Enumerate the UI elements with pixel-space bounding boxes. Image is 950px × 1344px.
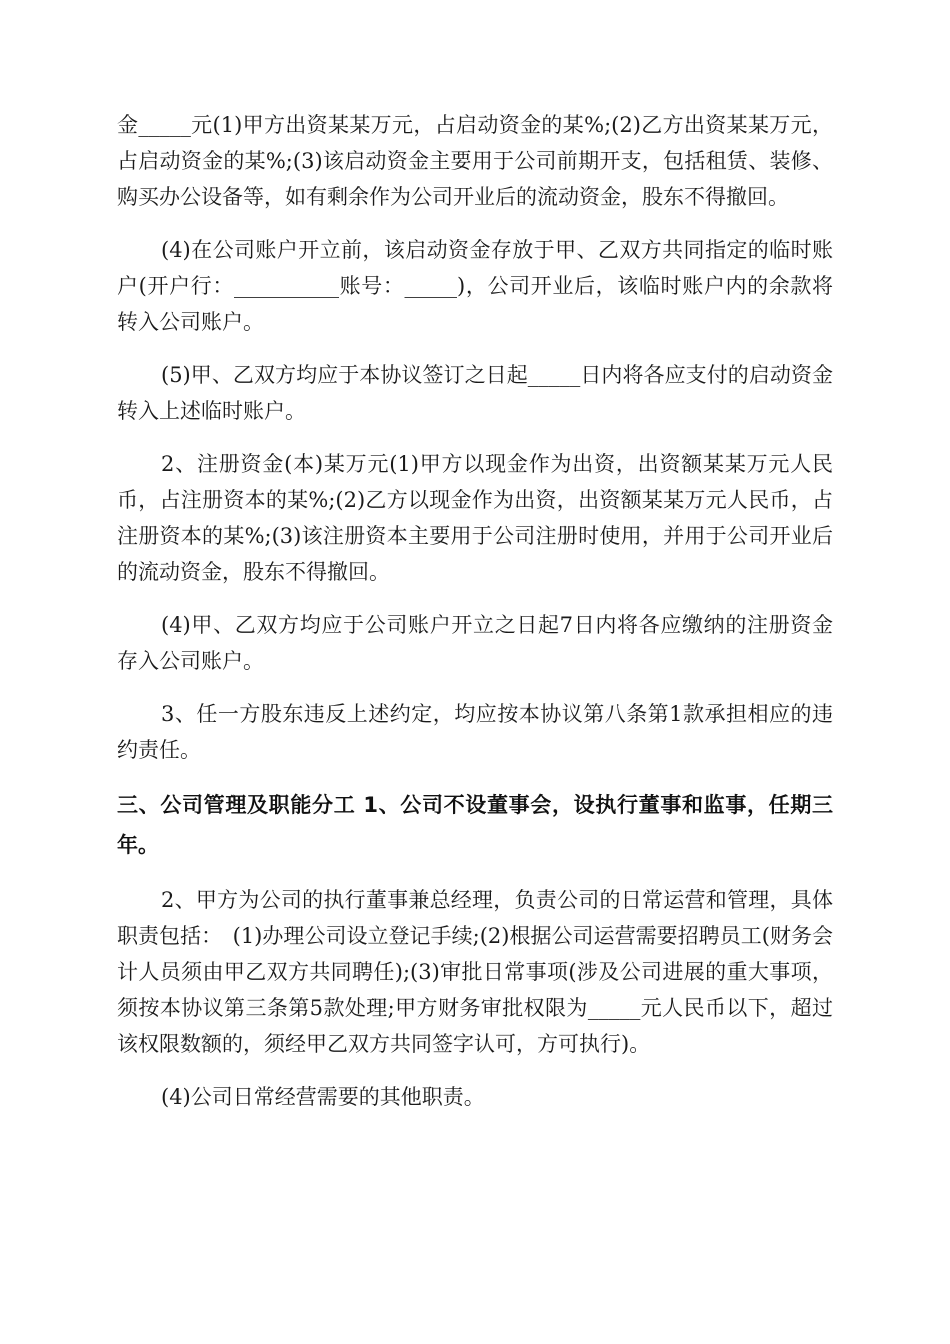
paragraph-startup-capital: 金_____元(1)甲方出资某某万元，占启动资金的某%;(2)乙方出资某某万元，占启动资金的某%;(3)该启动资金主要用于公司前期开支，包括租赁、装修、购买办公设备等，如有剩余作为公司开业后的流动资金，股东不得撤回。 [117, 113, 833, 209]
paragraph-deposit-capital: (4)甲、乙双方均应于公司账户开立之日起7日内将各应缴纳的注册资金存入公司账户。 [117, 613, 833, 673]
paragraph-executive-duties: 2、甲方为公司的执行董事兼总经理，负责公司的日常运营和管理，具体职责包括： (1)办理公司设立登记手续;(2)根据公司运营需要招聘员工(财务会计人员须由甲乙双方共同聘任);(3)审批日常事项(涉及公司进展的重大事项，须按本协议第三条第5款处理;甲方财务审批权限为_____元人民币以下，超过该权限数额的，须经甲乙双方共同签字认可，方可执行)。 [117, 888, 833, 1056]
section-heading-management: 三、公司管理及职能分工 1、公司不设董事会，设执行董事和监事，任期三年。 [117, 793, 833, 857]
paragraph-transfer-deadline: (5)甲、乙双方均应于本协议签订之日起_____日内将各应支付的启动资金转入上述临时账户。 [117, 363, 833, 423]
paragraph-registered-capital: 2、注册资金(本)某万元(1)甲方以现金作为出资，出资额某某万元人民币，占注册资本的某%;(2)乙方以现金作为出资，出资额某某万元人民币，占注册资本的某%;(3)该注册资本主要用于公司注册时使用，并用于公司开业后的流动资金，股东不得撤回。 [117, 452, 833, 584]
paragraph-temporary-account: (4)在公司账户开立前，该启动资金存放于甲、乙双方共同指定的临时账户(开户行：__________账号：_____)，公司开业后，该临时账户内的余款将转入公司账户。 [117, 238, 833, 334]
paragraph-breach-liability: 3、任一方股东违反上述约定，均应按本协议第八条第1款承担相应的违约责任。 [117, 702, 833, 762]
paragraph-other-duties: (4)公司日常经营需要的其他职责。 [161, 1085, 485, 1109]
document-page [117, 107, 833, 1132]
